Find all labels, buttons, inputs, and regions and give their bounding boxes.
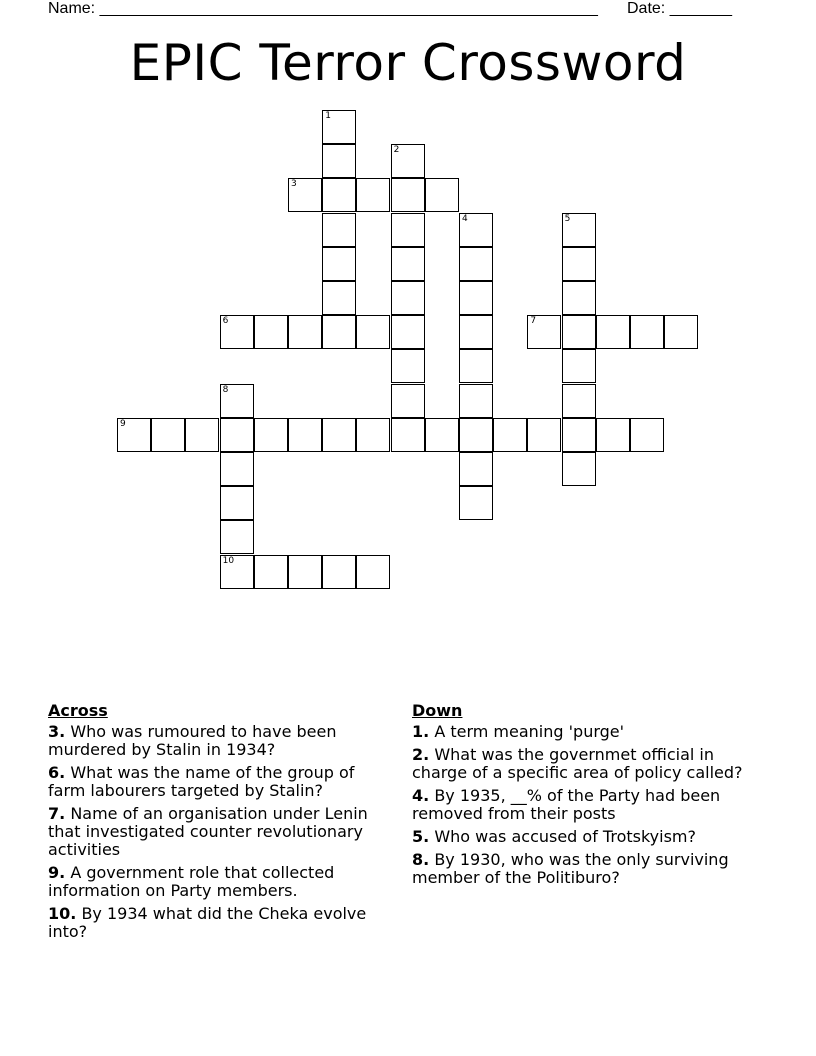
grid-cell[interactable] [459, 213, 493, 247]
clue-text: Who was rumoured to have been murdered by Stalin in 1934? [48, 722, 337, 759]
clue-number: 9. [48, 863, 66, 882]
clue-text: By 1930, who was the only surviving member of the Politiburo? [412, 850, 729, 887]
grid-cell[interactable] [220, 486, 254, 520]
grid-cell[interactable] [220, 384, 254, 418]
across-heading: Across [48, 701, 108, 720]
clue-number-label: 9 [120, 418, 126, 429]
clue-text: What was the governmet official in charge of a specific area of policy called? [412, 745, 743, 782]
grid-cell[interactable] [288, 418, 322, 452]
grid-cell[interactable] [391, 144, 425, 178]
clue-number: 2. [412, 745, 430, 764]
grid-cell[interactable] [562, 384, 596, 418]
grid-cell[interactable] [322, 281, 356, 315]
grid-cell[interactable] [288, 178, 322, 212]
clue-number-label: 3 [291, 179, 297, 190]
grid-cell[interactable] [527, 418, 561, 452]
grid-cell[interactable] [151, 418, 185, 452]
grid-cell[interactable] [356, 315, 390, 349]
grid-cell[interactable] [391, 418, 425, 452]
grid-cell[interactable] [391, 281, 425, 315]
clue-number-label: 6 [222, 316, 229, 327]
clue-text: What was the name of the group of farm labourers targeted by Stalin? [48, 763, 355, 800]
grid-cell[interactable] [288, 555, 322, 589]
grid-cell[interactable] [322, 247, 356, 281]
clue-number-label: 1 [325, 111, 331, 121]
clue-number: 3. [48, 722, 66, 741]
grid-cell[interactable] [459, 247, 493, 281]
clue-down-1 [412, 723, 757, 741]
grid-cell[interactable] [425, 418, 459, 452]
clue-text: Who was accused of Trotskyism? [434, 827, 696, 846]
grid-cell[interactable] [391, 384, 425, 418]
across-clues [48, 702, 393, 946]
grid-cell[interactable] [322, 315, 356, 349]
grid-cell[interactable] [562, 281, 596, 315]
grid-cell[interactable] [562, 452, 596, 486]
clue-text: Name of an organisation under Lenin that investigated counter revolutionary activities [48, 804, 368, 859]
date-field-label: Date: _______ [627, 0, 732, 17]
down-heading: Down [412, 701, 463, 720]
clue-number: 1. [412, 722, 430, 741]
clue-number-label: 10 [222, 555, 235, 566]
grid-cell[interactable] [459, 418, 493, 452]
clue-down-2 [412, 746, 757, 782]
grid-cell[interactable] [322, 178, 356, 212]
grid-cell[interactable] [493, 418, 527, 452]
clue-number: 7. [48, 804, 66, 823]
grid-cell[interactable] [527, 315, 561, 349]
grid-cell[interactable] [220, 520, 254, 554]
clue-number-label: 8 [222, 384, 229, 395]
clue-text: A term meaning 'purge' [434, 722, 625, 741]
clue-across-3 [48, 723, 393, 759]
grid-cell[interactable] [356, 418, 390, 452]
grid-cell[interactable] [322, 144, 356, 178]
clue-number-label: 2 [393, 145, 400, 156]
grid-cell[interactable] [391, 247, 425, 281]
grid-cell[interactable] [391, 315, 425, 349]
clue-down-8 [412, 851, 757, 887]
clue-text: A government role that collected information on Party members. [48, 863, 335, 900]
grid-cell[interactable] [459, 315, 493, 349]
grid-cell[interactable] [562, 247, 596, 281]
grid-cell[interactable] [664, 315, 698, 349]
clue-text: By 1934 what did the Cheka evolve into? [48, 904, 367, 941]
down-clues [412, 702, 757, 892]
grid-cell[interactable] [220, 418, 254, 452]
grid-cell[interactable] [322, 418, 356, 452]
grid-cell[interactable] [459, 349, 493, 383]
grid-cell[interactable] [596, 418, 630, 452]
grid-cell[interactable] [391, 349, 425, 383]
clue-number-label: 5 [564, 213, 571, 224]
page-title: EPIC Terror Crossword [129, 34, 687, 92]
grid-cell[interactable] [117, 418, 151, 452]
grid-cell[interactable] [459, 486, 493, 520]
clue-across-6 [48, 764, 393, 800]
clue-across-9 [48, 864, 393, 900]
grid-cell[interactable] [322, 110, 356, 144]
grid-cell[interactable] [562, 315, 596, 349]
clue-number: 6. [48, 763, 66, 782]
grid-cell[interactable] [630, 418, 664, 452]
grid-cell[interactable] [220, 315, 254, 349]
clue-text: By 1935, __% of the Party had been removed from their posts [412, 786, 721, 823]
clue-across-7 [48, 805, 393, 859]
grid-cell[interactable] [288, 315, 322, 349]
clue-number: 5. [412, 827, 430, 846]
clue-number: 4. [412, 786, 430, 805]
grid-cell[interactable] [562, 418, 596, 452]
grid-cell[interactable] [322, 555, 356, 589]
grid-cell[interactable] [391, 178, 425, 212]
clue-number-label: 4 [462, 213, 468, 224]
clue-across-10 [48, 905, 393, 941]
grid-cell[interactable] [459, 452, 493, 486]
grid-cell[interactable] [356, 555, 390, 589]
grid-cell[interactable] [391, 213, 425, 247]
grid-cell[interactable] [459, 281, 493, 315]
grid-cell[interactable] [356, 178, 390, 212]
clue-number: 10. [48, 904, 77, 923]
grid-cell[interactable] [630, 315, 664, 349]
grid-cell[interactable] [254, 418, 288, 452]
clue-number-label: 7 [530, 316, 537, 327]
grid-cell[interactable] [459, 384, 493, 418]
grid-cell[interactable] [425, 178, 459, 212]
clue-down-5 [412, 828, 757, 846]
grid-cell[interactable] [254, 315, 288, 349]
name-field-label: Name: ________________________________________________________ [48, 0, 598, 17]
clue-down-4 [412, 787, 757, 823]
clue-number: 8. [412, 850, 430, 869]
grid-cell[interactable] [220, 555, 254, 589]
grid-cell[interactable] [596, 315, 630, 349]
grid-cell[interactable] [322, 213, 356, 247]
grid-cell[interactable] [220, 452, 254, 486]
grid-cell[interactable] [254, 555, 288, 589]
grid-cell[interactable] [562, 349, 596, 383]
grid-cell[interactable] [562, 213, 596, 247]
grid-cell[interactable] [185, 418, 219, 452]
